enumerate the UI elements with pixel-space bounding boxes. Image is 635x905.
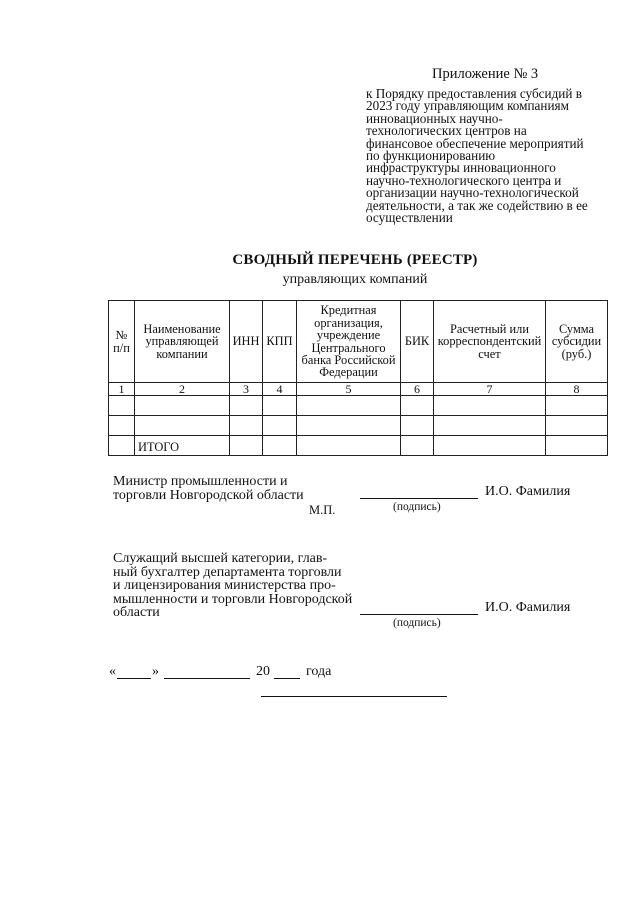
date-close-quote: » — [152, 664, 159, 679]
appendix-line: инфраструктуры инновационного — [366, 160, 556, 176]
header-account: Расчетный или корреспондентский счет — [434, 301, 546, 383]
date-year-prefix: 20 — [256, 664, 270, 679]
column-number-row — [109, 383, 608, 396]
table-row — [109, 396, 608, 416]
appendix-title: Приложение № 3 — [432, 66, 539, 82]
table-cell[interactable] — [297, 436, 401, 456]
signature2-caption: (подпись) — [393, 617, 441, 629]
total-row — [109, 436, 608, 456]
signature2-position: Служащий высшей категории, глав- ный бухгалтер департамента торговли и лицензирования министерства про- мышленности и торговли Новгородской области — [113, 551, 353, 620]
table-cell[interactable] — [297, 416, 401, 436]
appendix-line: к Порядку предоставления субсидий в — [366, 86, 582, 101]
header-bik: БИК — [401, 301, 434, 383]
column-number: 4 — [263, 383, 297, 396]
appendix-line: по функционированию — [366, 148, 496, 164]
table-row — [109, 416, 608, 436]
table-cell[interactable] — [434, 416, 546, 436]
appendix-line: 2023 году управляющим компаниям — [366, 98, 569, 114]
table-cell[interactable] — [401, 416, 434, 436]
table-cell[interactable] — [263, 436, 297, 456]
signature2-line[interactable] — [360, 614, 478, 615]
header-company-name: Наименование управляющей компании — [135, 301, 230, 383]
table-cell[interactable] — [546, 396, 608, 416]
table-cell[interactable] — [109, 416, 135, 436]
column-number: 1 — [109, 383, 135, 396]
table-cell[interactable] — [109, 396, 135, 416]
table-cell[interactable] — [135, 416, 230, 436]
table-cell[interactable] — [135, 396, 230, 416]
table-cell[interactable] — [230, 436, 263, 456]
appendix-line: инновационных научно- — [366, 110, 503, 126]
table-cell[interactable] — [401, 396, 434, 416]
column-number: 3 — [230, 383, 263, 396]
table-cell[interactable] — [546, 416, 608, 436]
table-cell[interactable] — [434, 436, 546, 456]
signature1-name: И.О. Фамилия — [485, 484, 571, 499]
appendix-line: финансовое обеспечение мероприятий — [366, 135, 584, 151]
table-cell[interactable] — [297, 396, 401, 416]
column-number: 7 — [434, 383, 546, 396]
table-cell — [109, 436, 135, 456]
total-label: ИТОГО — [135, 436, 230, 456]
appendix-line: организации научно-технологической — [366, 185, 579, 201]
bottom-rule — [261, 696, 447, 697]
signature1-position: Министр промышленности и торговли Новгородской области — [113, 474, 304, 503]
column-number: 2 — [135, 383, 230, 396]
signature2-name: И.О. Фамилия — [485, 600, 571, 615]
table-cell[interactable] — [230, 396, 263, 416]
column-number: 6 — [401, 383, 434, 396]
signature1-line[interactable] — [360, 498, 478, 499]
signature1-caption: (подпись) — [393, 501, 441, 513]
header-kpp: КПП — [263, 301, 297, 383]
column-number: 8 — [546, 383, 608, 396]
document-title: СВОДНЫЙ ПЕРЕЧЕНЬ (РЕЕСТР) — [232, 252, 478, 268]
table-header-row — [109, 301, 608, 383]
date-open-quote: « — [109, 664, 116, 679]
date-year-field[interactable] — [274, 678, 300, 679]
appendix-line: осуществлении — [366, 210, 453, 226]
column-number: 5 — [297, 383, 401, 396]
seal-mark: М.П. — [309, 503, 336, 517]
table-cell[interactable] — [263, 396, 297, 416]
table-cell[interactable] — [401, 436, 434, 456]
appendix-line: научно-технологического центра и — [366, 172, 562, 188]
registry-table — [108, 300, 608, 456]
table-cell[interactable] — [434, 396, 546, 416]
date-day-field[interactable] — [117, 678, 151, 679]
table-cell[interactable] — [230, 416, 263, 436]
header-subsidy-amount: Сумма субсидии (руб.) — [546, 301, 608, 383]
header-number: № п/п — [109, 301, 135, 383]
document-subtitle: управляющих компаний — [282, 272, 428, 287]
date-year-suffix: года — [306, 664, 332, 679]
header-credit-organization: Кредитная организация, учреждение Центрального банка Российской Федерации — [297, 301, 401, 383]
appendix-line: деятельности, а так же содействию в ее — [366, 197, 588, 213]
appendix-line: технологических центров на — [366, 123, 527, 139]
table-cell[interactable] — [546, 436, 608, 456]
date-month-field[interactable] — [164, 678, 250, 679]
appendix-description — [366, 88, 616, 224]
header-inn: ИНН — [230, 301, 263, 383]
table-cell[interactable] — [263, 416, 297, 436]
